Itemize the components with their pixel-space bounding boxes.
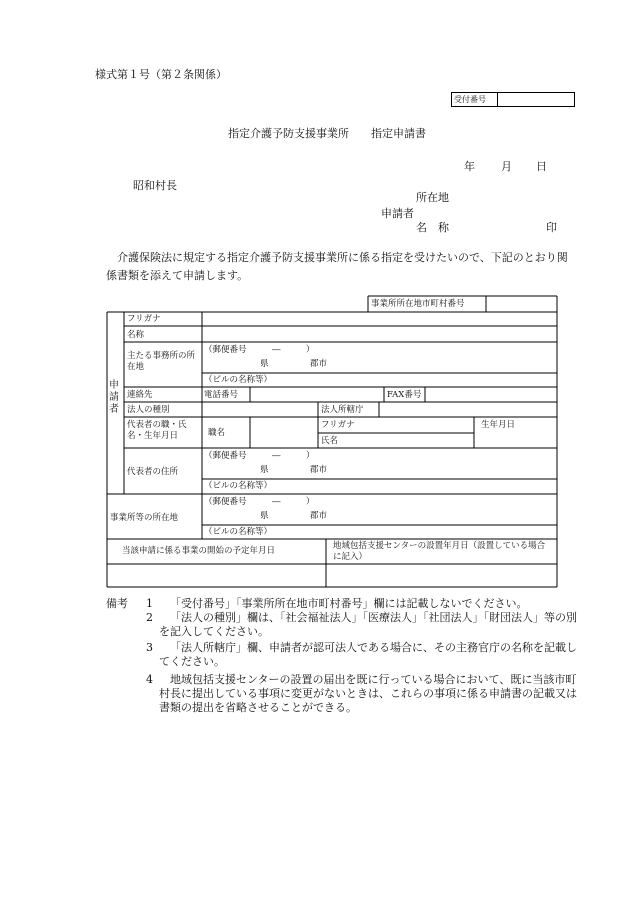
rep-name-label: 氏名 xyxy=(321,436,339,446)
office-prefecture: 県 xyxy=(260,359,269,369)
applicant-name-label: 名 称 xyxy=(416,221,449,234)
date-day: 日 xyxy=(536,160,547,173)
rep-county: 郡市 xyxy=(310,465,328,475)
date-year: 年 xyxy=(464,160,475,173)
rep-prefecture: 県 xyxy=(260,465,269,475)
receipt-number-label: 受付番号 xyxy=(454,95,486,104)
seal-mark: 印 xyxy=(546,221,557,234)
rep-address-label: 代表者の住所 xyxy=(127,467,179,477)
office-postal: （郵便番号 ― ） xyxy=(204,345,315,355)
note-4-number: 4 xyxy=(146,673,153,686)
document-title: 指定介護予防支援事業所 指定申請書 xyxy=(228,127,426,140)
intro-paragraph: 介護保険法に規定する指定介護予防支援事業所に係る指定を受けたいので、下記のとおり関係書類を添えて申請します。 xyxy=(106,251,568,282)
applicant-role-label: 申請者 xyxy=(381,207,414,220)
rep-building: （ビルの名称等） xyxy=(204,481,273,491)
rep-furigana-label: フリガナ xyxy=(321,420,355,430)
contact-label: 連絡先 xyxy=(127,390,153,400)
municipality-code-field[interactable] xyxy=(489,298,555,310)
date-month: 月 xyxy=(501,160,512,173)
phone-label: 電話番号 xyxy=(204,390,239,400)
form-number: 様式第１号（第２条関係） xyxy=(95,68,227,81)
rep-postal: （郵便番号 ― ） xyxy=(204,451,315,461)
job-title-label: 職名 xyxy=(208,428,226,438)
location-building: （ビルの名称等） xyxy=(204,527,273,537)
office-county: 郡市 xyxy=(310,359,328,369)
location-postal: （郵便番号 ― ） xyxy=(204,497,315,507)
rep-info-label: 代表者の職・氏名・生年月日 xyxy=(127,420,187,441)
name-label: 名称 xyxy=(127,330,145,340)
corp-type-label: 法人の種別 xyxy=(127,405,170,415)
start-date-label: 当該申請に係る事業の開始の予定年月日 xyxy=(122,546,276,556)
note-1-number: 1 xyxy=(146,597,153,610)
applicant-address-label: 所在地 xyxy=(416,191,449,204)
applicant-section-label: 申請者 xyxy=(109,380,119,415)
note-2-number: 2 xyxy=(146,611,153,624)
center-date-label: 地域包括支援センターの設置年月日（設置している場合に記入） xyxy=(333,541,546,562)
notes-label: 備考 xyxy=(106,597,128,610)
fax-label: FAX番号 xyxy=(387,390,422,400)
note-4-text: 地域包括支援センターの設置の届出を既に行っている場合において、既に当該市町村長に提出している事項に変更がないときは、これらの事項に係る申請書の記載又は書類の提出を省略させることができる。 xyxy=(159,673,577,714)
corp-authority-label: 法人所轄庁 xyxy=(321,405,364,415)
location-county: 郡市 xyxy=(310,511,328,521)
addressee: 昭和村長 xyxy=(133,179,177,192)
birth-date-label: 生年月日 xyxy=(481,420,516,430)
office-building: （ビルの名称等） xyxy=(204,375,273,385)
furigana-label: フリガナ xyxy=(127,314,161,324)
note-1-text: 「受付番号」「事業所所在地市町村番号」欄には記載しないでください。 xyxy=(170,597,528,610)
note-2-text: 「法人の種別」欄は、「社会福祉法人」「医療法人」「社団法人」「財団法人」等の別を記入してください。 xyxy=(159,611,577,638)
location-prefecture: 県 xyxy=(260,511,269,521)
office-location-label: 事業所等の所在地 xyxy=(110,513,179,523)
note-3-text: 「法人所轄庁」欄、申請者が認可法人である場合に、その主務官庁の名称を記載してください。 xyxy=(159,641,577,668)
office-address-label: 主たる事務所の所在地 xyxy=(127,351,196,372)
note-3-number: 3 xyxy=(146,641,153,654)
municipality-code-label: 事業所所在地市町村番号 xyxy=(371,299,465,309)
